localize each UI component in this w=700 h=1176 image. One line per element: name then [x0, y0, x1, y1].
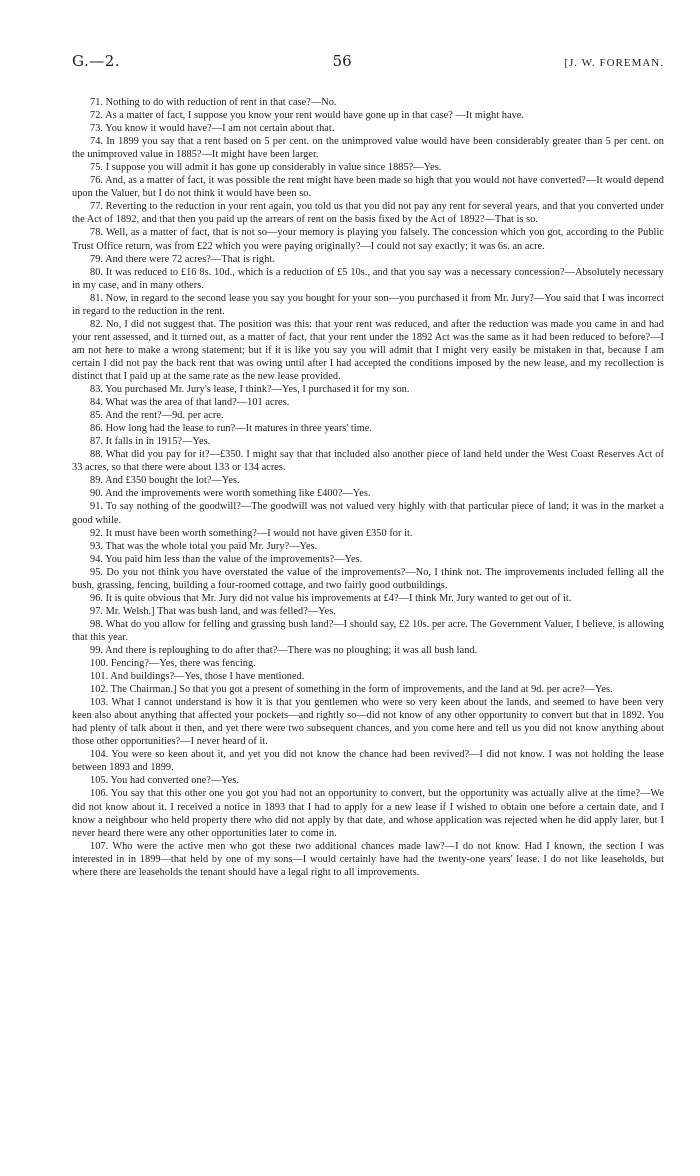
- page-header: [72, 52, 664, 74]
- question-94: 94. You paid him less than the value of the improvements?—Yes.: [90, 553, 363, 565]
- question-85: 85. And the rent?—9d. per acre.: [90, 410, 224, 422]
- testimony-body: [72, 96, 664, 879]
- question-77: 77. Reverting to the reduction in your rent again, you told us that you did not pay any rent for several years, and that you converted under the Act of 1892, and that then you paid up the arrears of rent on the basis fixed by the Act of 1892?—That is so.: [72, 201, 664, 226]
- question-89: 89. And £350 bought the lot?—Yes.: [90, 475, 240, 487]
- question-81: 81. Now, in regard to the second lease you say you bought for your son—you purchased it from Mr. Jury?—You said that I was incorrect in regard to the reduction in the rent.: [72, 292, 664, 317]
- question-96: 96. It is quite obvious that Mr. Jury did not value his improvements at £4?—I think Mr. Jury wanted to get out of it.: [90, 592, 572, 604]
- question-103: 103. What I cannot understand is how it is that you gentlemen who were so very keen about the lands, and seemed to have been very keen also about anything that affected your pockets—and rightly so—did not know of any other opportunity to convert but that in 1892. You had plenty of talk about it then, and yet there were two subsequent chances, and you come here and tell us you did not know anything about those other opportunities?—I never heard of it.: [72, 697, 664, 748]
- question-80: 80. It was reduced to £16 8s. 10d., which is a reduction of £5 10s., and that you say was a necessary concession?—Absolutely necessary in my case, and in many others.: [72, 266, 664, 291]
- question-82: 82. No, I did not suggest that. The position was this: that your rent was reduced, and after the reduction was made you came in and had your rent assessed, and it turned out, as a matter of fact, that your rent under the 1892 Act was the same as it had been reduced to before?—I am not here to make a wrong statement; but if it is like you say you will admit that I might very easily be mistaken in that, because I am certain I did not pay the back rent that was owing until after I had accepted the conditions imposed by the new lease, and my recollection is distinct that I paid up at the same rate as the new lease provided.: [72, 318, 664, 382]
- question-88: 88. What did you pay for it?—£350. I might say that that included also another piece of land held under the West Coast Reserves Act of 33 acres, so that there were about 133 or 134 acres.: [72, 449, 664, 474]
- question-83: 83. You purchased Mr. Jury's lease, I think?—Yes, I purchased it for my son.: [90, 384, 410, 396]
- question-74: 74. In 1899 you say that a rent based on 5 per cent. on the unimproved value would have been considerably greater than 5 per cent. on the unimproved value in 1885?—It might have been larger.: [72, 136, 664, 161]
- question-84: 84. What was the area of that land?—101 acres.: [90, 397, 290, 409]
- question-98: 98. What do you allow for felling and grassing bush land?—I should say, £2 10s. per acre. The Government Valuer, I believe, is allowing that this year.: [72, 618, 664, 643]
- question-100: 100. Fencing?—Yes, there was fencing.: [90, 658, 256, 670]
- question-71: 71. Nothing to do with reduction of rent in that case?—No.: [90, 97, 337, 108]
- question-106: 106. You say that this other one you got you had not an opportunity to convert, but the opportunity was actually alive at the time?—We did not know about it. I received a notice in 1893 that I had to apply for a new lease if I wished to obtain one before a certain date, and I know a neighbour who held property there who did not apply by that date, and whose application was rejected when he did apply later, but I never heard there were any other opportunities later to come in.: [72, 788, 664, 839]
- question-92: 92. It must have been worth something?—I would not have given £350 for it.: [90, 527, 413, 539]
- question-95: 95. Do you not think you have overstated the value of the improvements?—No, I think not. The improvements included felling all the bush, grassing, fencing, building a four-roomed cottage, and two fairly good outbuildings.: [72, 566, 664, 591]
- question-73: 73. You know it would have?—I am not certain about that.: [90, 123, 335, 135]
- question-75: 75. I suppose you will admit it has gone up considerably in value since 1885?—Yes.: [90, 162, 442, 174]
- question-93: 93. That was the whole total you paid Mr. Jury?—Yes.: [90, 540, 318, 552]
- question-87: 87. It falls in in 1915?—Yes.: [90, 436, 211, 448]
- question-79: 79. And there were 72 acres?—That is right.: [90, 253, 275, 265]
- question-86: 86. How long had the lease to run?—It matures in three years' time.: [90, 423, 372, 435]
- question-104: 104. You were so keen about it, and yet you did not know the chance had been revived?—I did not know. I was not holding the lease between 1893 and 1899.: [72, 749, 664, 774]
- question-97: 97. Mr. Welsh.] That was bush land, and was felled?—Yes.: [90, 605, 336, 617]
- question-99: 99. And there is reploughing to do after that?—There was no ploughing; it was all bush land.: [90, 644, 478, 656]
- question-101: 101. And buildings?—Yes, those I have mentioned.: [90, 671, 305, 683]
- question-76: 76. And, as a matter of fact, it was possible the rent might have been made so high that you would not have converted?—It would depend upon the Valuer, but I do not think it would have been so.: [72, 175, 664, 200]
- page-number: 56: [332, 52, 352, 70]
- question-102: 102. The Chairman.] So that you got a present of something in the form of improvements, and the land at 9d. per acre?—Yes.: [90, 684, 613, 696]
- question-90: 90. And the improvements were worth something like £400?—Yes.: [90, 488, 371, 500]
- question-78: 78. Well, as a matter of fact, that is not so—your memory is playing you falsely. The concession which you got, according to the Public Trust Office return, was from £22 which you were paying originally?—I could not say exactly; it was 6s. an acre.: [72, 227, 664, 252]
- document-code: G.—2.: [72, 52, 121, 70]
- question-107: 107. Who were the active men who got these two additional chances made law?—I do not know. Had I known, the section I was interested in in 1899—that held by one of my sons—I would certainly have had the twenty-one years' lease. I do not like leaseholds, but where there are leaseholds the tenant should have a legal right to all improvements.: [72, 840, 664, 878]
- question-72: 72. As a matter of fact, I suppose you know your rent would have gone up in that case? —It might have.: [90, 110, 525, 122]
- witness-name: [J. W. FOREMAN.: [564, 57, 664, 69]
- question-91: 91. To say nothing of the goodwill?—The goodwill was not valued very highly with that particular piece of land; it was in the market a good while.: [72, 501, 664, 526]
- question-105: 105. You had converted one?—Yes.: [90, 775, 239, 787]
